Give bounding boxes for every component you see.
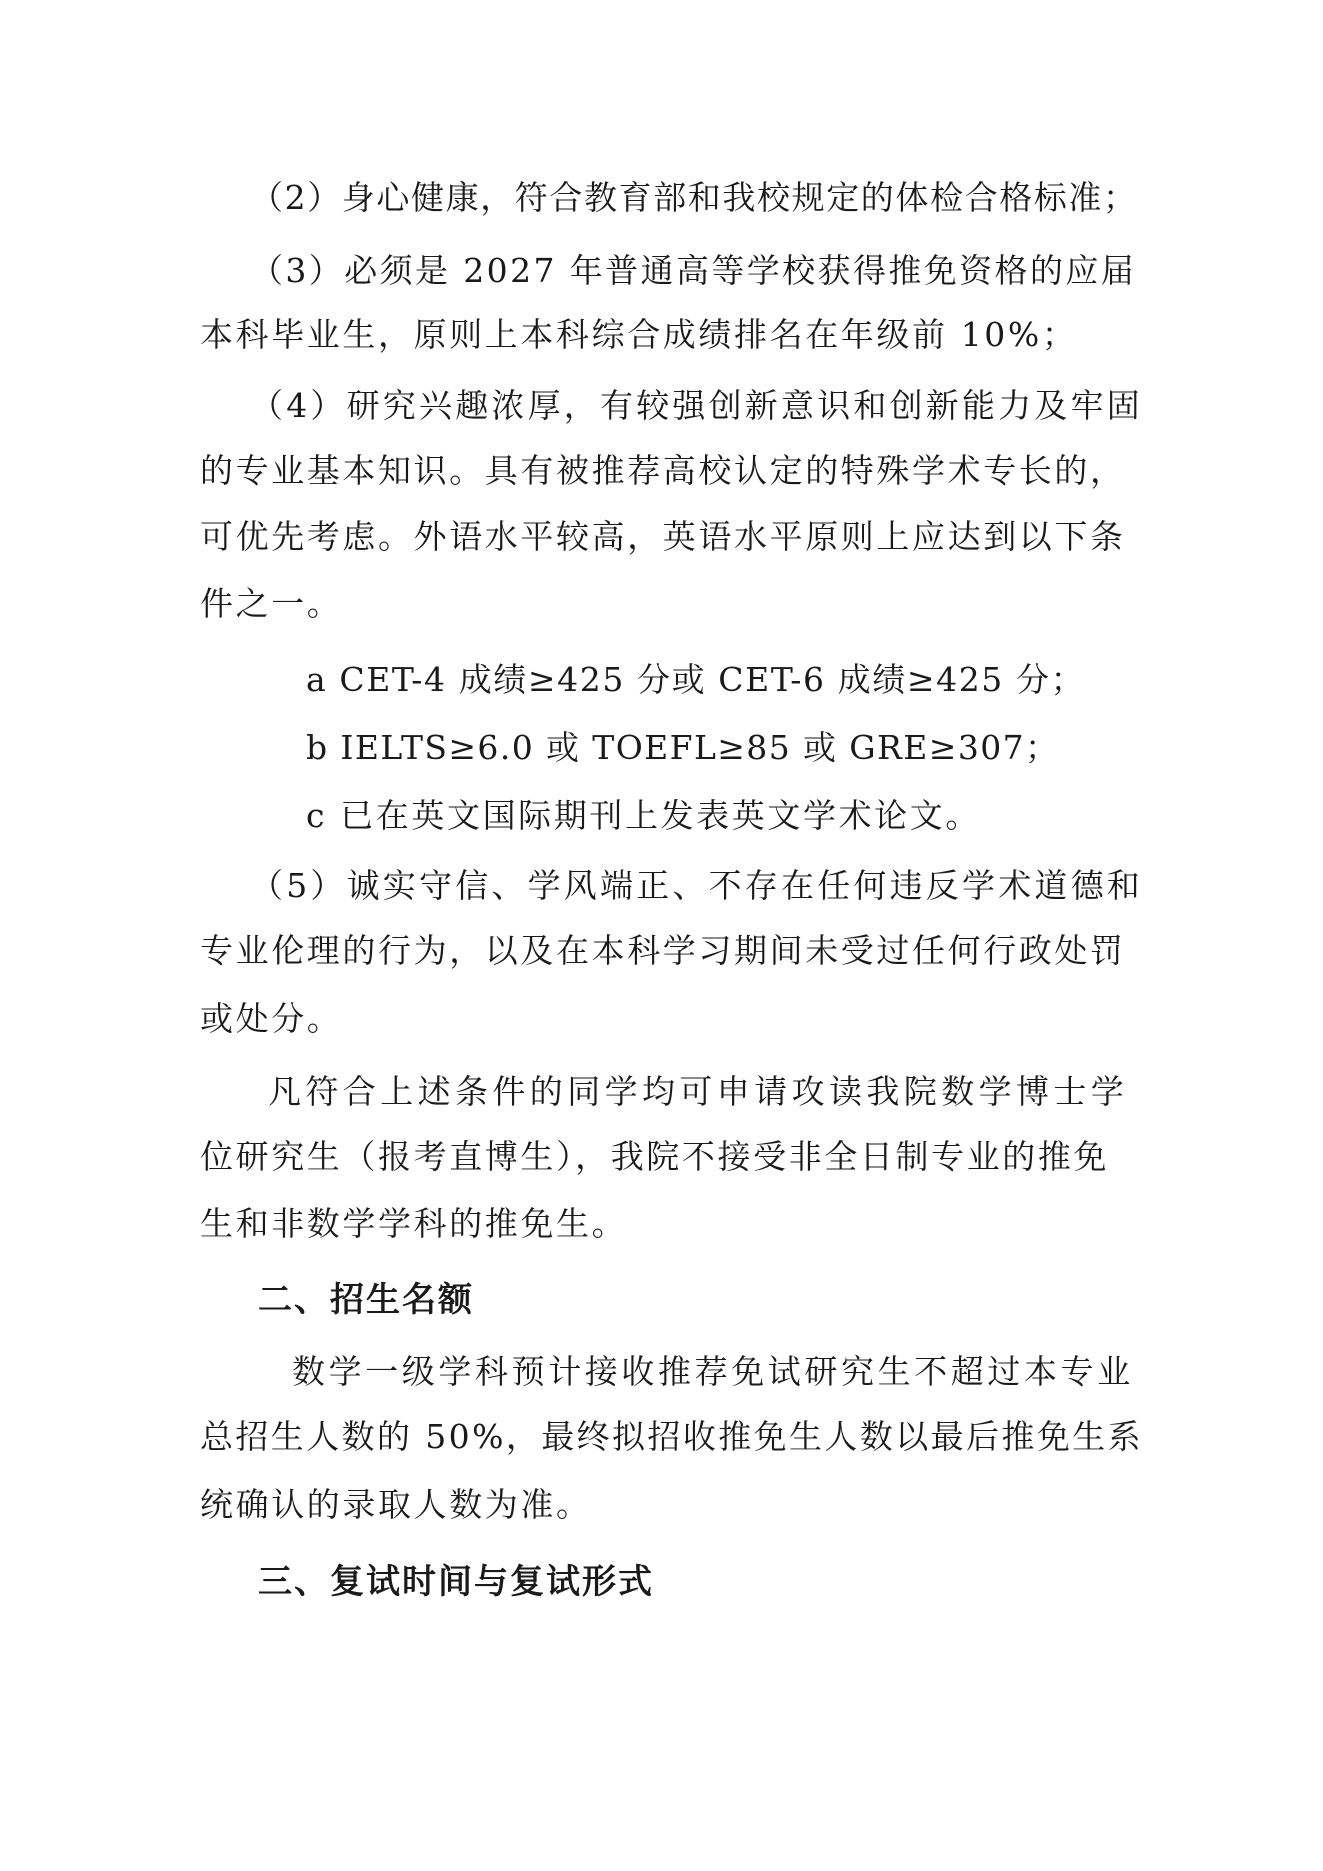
paragraph-line	[0, 1411, 1323, 1463]
text-line-option-b: b IELTS≥6.0 或 TOEFL≥85 或 GRE≥307；	[306, 728, 1060, 767]
text-line-eligibility-cont: 生和非数学学科的推免生。	[200, 1204, 628, 1243]
section-heading-retest	[0, 1556, 1323, 1608]
text-line-quota: 数学一级学科预计接收推荐免试研究生不超过本专业	[292, 1352, 1134, 1391]
text-line-requirement-2: （2）身心健康，符合教育部和我校规定的体检合格标准；	[250, 178, 1138, 217]
text-line-requirement-5: （5）诚实守信、学风端正、不存在任何违反学术道德和	[250, 866, 1143, 905]
text-line-quota-cont: 统确认的录取人数为准。	[200, 1485, 592, 1524]
paragraph-line	[0, 1131, 1323, 1183]
text-line-requirement-4-cont: 的专业基本知识。具有被推荐高校认定的特殊学术专长的，	[200, 451, 1126, 490]
paragraph-line	[0, 445, 1323, 497]
text-line-requirement-5-cont: 或处分。	[200, 999, 343, 1038]
text-line-requirement-5-cont: 专业伦理的行为，以及在本科学习期间未受过任何行政处罚	[200, 931, 1126, 970]
text-line-requirement-4-cont: 件之一。	[200, 584, 343, 623]
paragraph-line	[0, 1346, 1323, 1398]
paragraph-line	[0, 722, 1323, 774]
paragraph-line	[0, 309, 1323, 361]
paragraph-line	[0, 245, 1323, 297]
paragraph-line	[0, 993, 1323, 1045]
text-line-eligibility: 凡符合上述条件的同学均可申请攻读我院数学博士学	[268, 1072, 1129, 1111]
paragraph-line	[0, 1066, 1323, 1118]
paragraph-line	[0, 380, 1323, 432]
paragraph-line	[0, 654, 1323, 706]
paragraph-line	[0, 172, 1323, 224]
section-heading-text: 二、招生名额	[258, 1280, 474, 1320]
text-line-requirement-3-cont: 本科毕业生，原则上本科综合成绩排名在年级前 10%；	[200, 315, 1078, 354]
text-line-option-c: c 已在英文国际期刊上发表英文学术论文。	[306, 796, 981, 835]
paragraph-line	[0, 860, 1323, 912]
section-heading-text: 三、复试时间与复试形式	[258, 1562, 654, 1602]
text-line-option-a: a CET-4 成绩≥425 分或 CET-6 成绩≥425 分；	[306, 660, 1086, 699]
text-line-requirement-3: （3）必须是 2027 年普通高等学校获得推免资格的应届	[250, 251, 1137, 290]
text-line-quota-cont: 总招生人数的 50%，最终拟招收推免生人数以最后推免生系	[200, 1417, 1144, 1456]
paragraph-line	[0, 1479, 1323, 1531]
text-line-requirement-4-cont: 可优先考虑。外语水平较高，英语水平原则上应达到以下条	[200, 517, 1126, 556]
paragraph-line	[0, 578, 1323, 630]
paragraph-line	[0, 511, 1323, 563]
text-line-requirement-4: （4）研究兴趣浓厚，有较强创新意识和创新能力及牢固	[250, 386, 1143, 425]
text-line-eligibility-cont: 位研究生（报考直博生），我院不接受非全日制专业的推免	[200, 1137, 1110, 1176]
paragraph-line	[0, 790, 1323, 842]
paragraph-line	[0, 925, 1323, 977]
section-heading-quota	[0, 1274, 1323, 1326]
paragraph-line	[0, 1198, 1323, 1250]
